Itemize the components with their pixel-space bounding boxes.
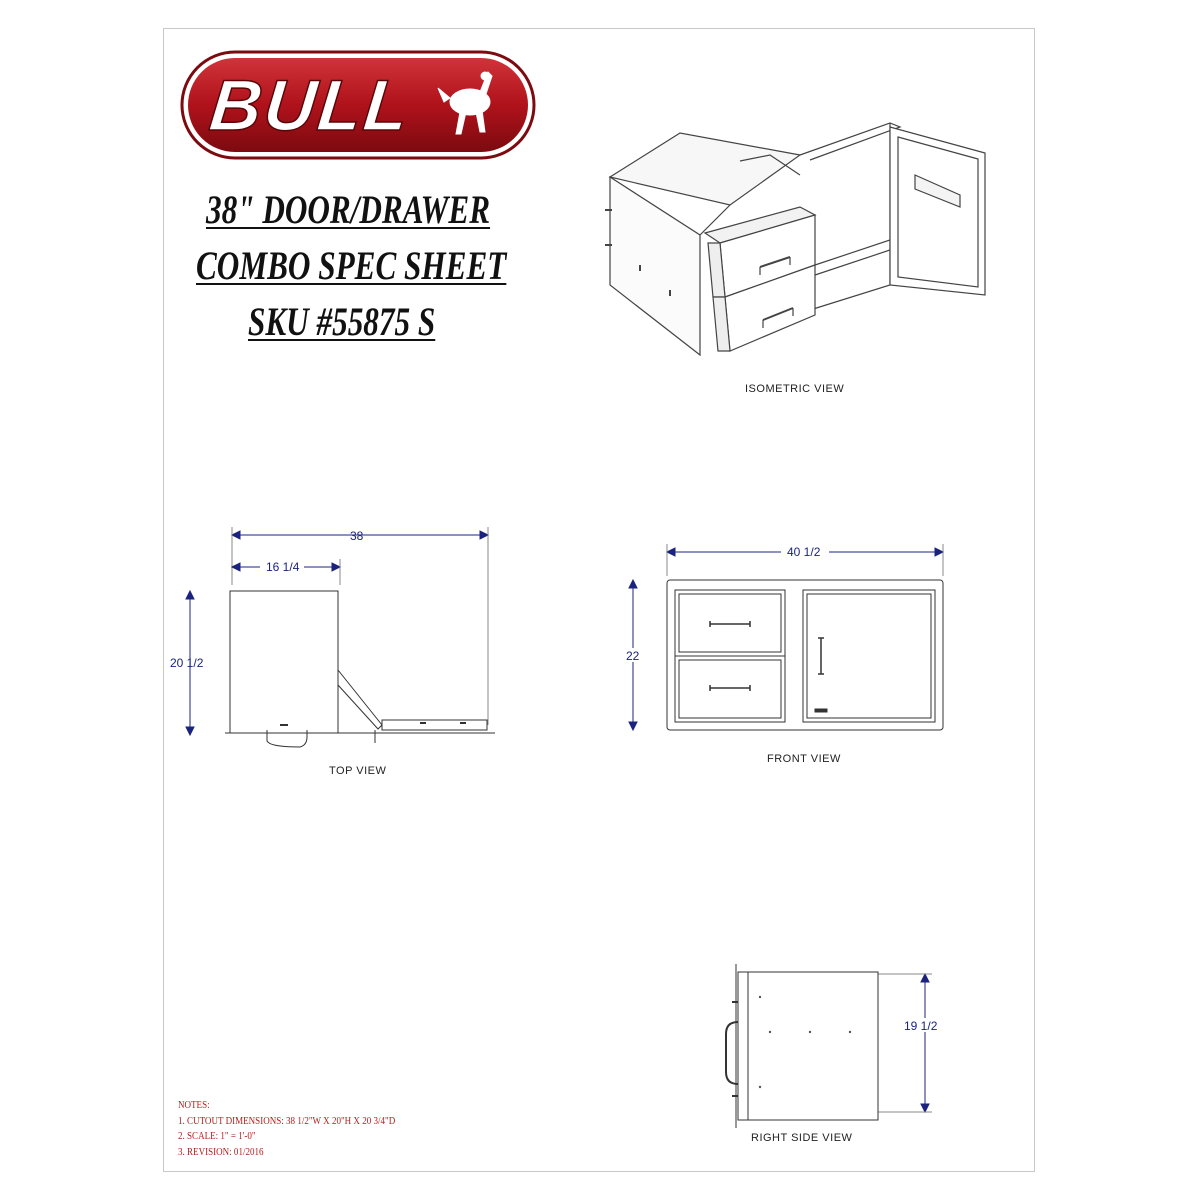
note-item-2: 2. SCALE: 1" = 1'-0" xyxy=(178,1131,256,1142)
isometric-view-label: ISOMETRIC VIEW xyxy=(745,383,845,395)
top-depth-dim: 20 1/2 xyxy=(170,656,204,670)
top-drawer-dim: 16 1/4 xyxy=(266,560,300,574)
notes-block xyxy=(178,1098,395,1160)
right-side-view-label: RIGHT SIDE VIEW xyxy=(751,1132,853,1144)
top-view-label: TOP VIEW xyxy=(329,765,387,777)
note-item-1: 1. CUTOUT DIMENSIONS: 38 1/2"W X 20"H X 20 3/4"D xyxy=(178,1115,396,1127)
top-width-dim: 38 xyxy=(350,529,364,543)
isometric-view-drawing xyxy=(600,115,990,365)
top-view-drawing xyxy=(170,525,500,755)
notes-heading: NOTES: xyxy=(178,1100,210,1111)
right-side-view-drawing xyxy=(710,962,950,1132)
side-height-dim: 19 1/2 xyxy=(904,1019,938,1033)
front-width-dim: 40 1/2 xyxy=(787,545,821,559)
title-line-1: 38" DOOR/DRAWER xyxy=(206,187,491,232)
front-view-drawing xyxy=(615,540,955,740)
bull-logo xyxy=(180,50,536,160)
front-view-label: FRONT VIEW xyxy=(767,753,841,765)
logo-text: BULL xyxy=(205,66,415,146)
title-line-2: COMBO SPEC SHEET xyxy=(196,243,507,288)
note-item-3: 3. REVISION: 01/2016 xyxy=(178,1146,264,1158)
front-height-dim: 22 xyxy=(626,649,640,663)
title-line-3: SKU #55875 S xyxy=(248,299,436,344)
